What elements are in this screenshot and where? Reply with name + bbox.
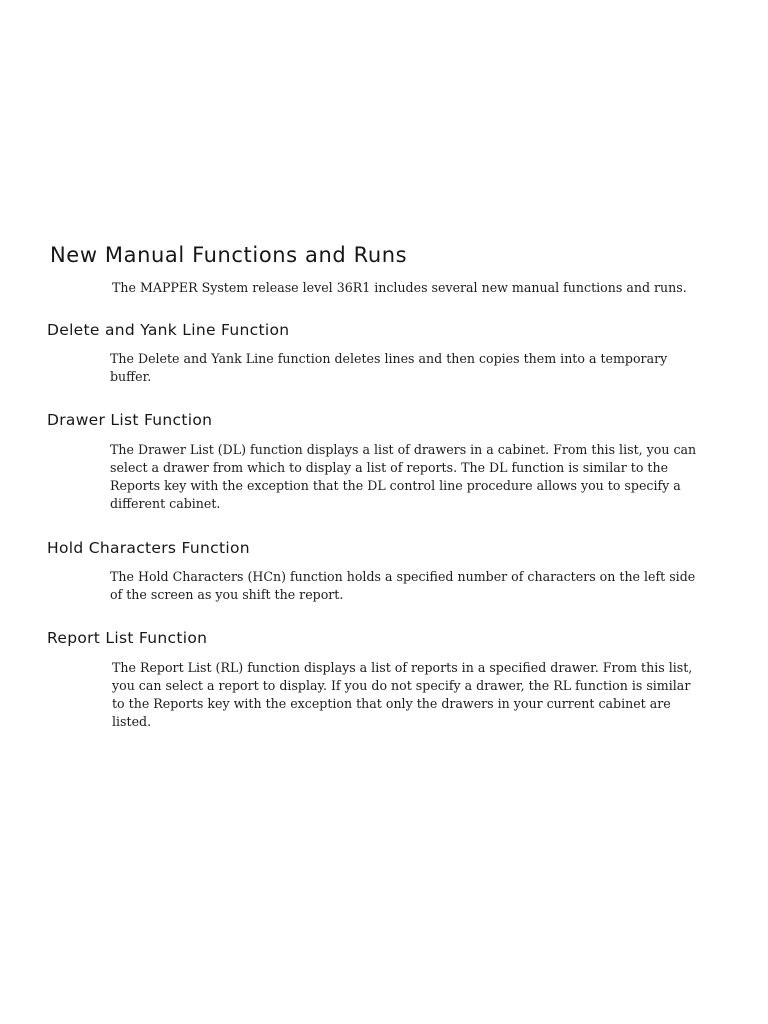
section-body-delete-yank [110, 350, 750, 386]
body-line: different cabinet. [110, 496, 221, 511]
body-line: to the Reports key with the exception that only the drawers in your current cabinet are [112, 696, 671, 711]
body-line: of the screen as you shift the report. [110, 587, 344, 602]
body-line: buffer. [110, 369, 152, 384]
section-heading-report-list: Report List Function [47, 629, 208, 647]
body-line: Reports key with the exception that the DL control line procedure allows you to specify a [110, 478, 681, 493]
section-heading-drawer-list: Drawer List Function [47, 411, 213, 429]
section-body-hold-characters [110, 568, 750, 604]
body-line: listed. [112, 714, 152, 729]
body-line: The Delete and Yank Line function deletes lines and then copies them into a temporary [110, 351, 668, 366]
body-line: you can select a report to display. If you do not specify a drawer, the RL function is similar [112, 678, 691, 693]
body-line: The Report List (RL) function displays a list of reports in a specified drawer. From this list, [112, 660, 693, 675]
section-heading-hold-characters: Hold Characters Function [47, 539, 250, 557]
body-line: The Drawer List (DL) function displays a list of drawers in a cabinet. From this list, you can [110, 442, 697, 457]
body-line: The Hold Characters (HCn) function holds a specified number of characters on the left side [110, 569, 696, 584]
section-heading-delete-yank: Delete and Yank Line Function [47, 321, 290, 339]
section-body-drawer-list [110, 441, 750, 513]
page-title: New Manual Functions and Runs [50, 243, 408, 267]
section-body-report-list [112, 659, 752, 731]
intro-paragraph: The MAPPER System release level 36R1 includes several new manual functions and runs. [112, 280, 687, 295]
body-line: select a drawer from which to display a list of reports. The DL function is similar to the [110, 460, 669, 475]
